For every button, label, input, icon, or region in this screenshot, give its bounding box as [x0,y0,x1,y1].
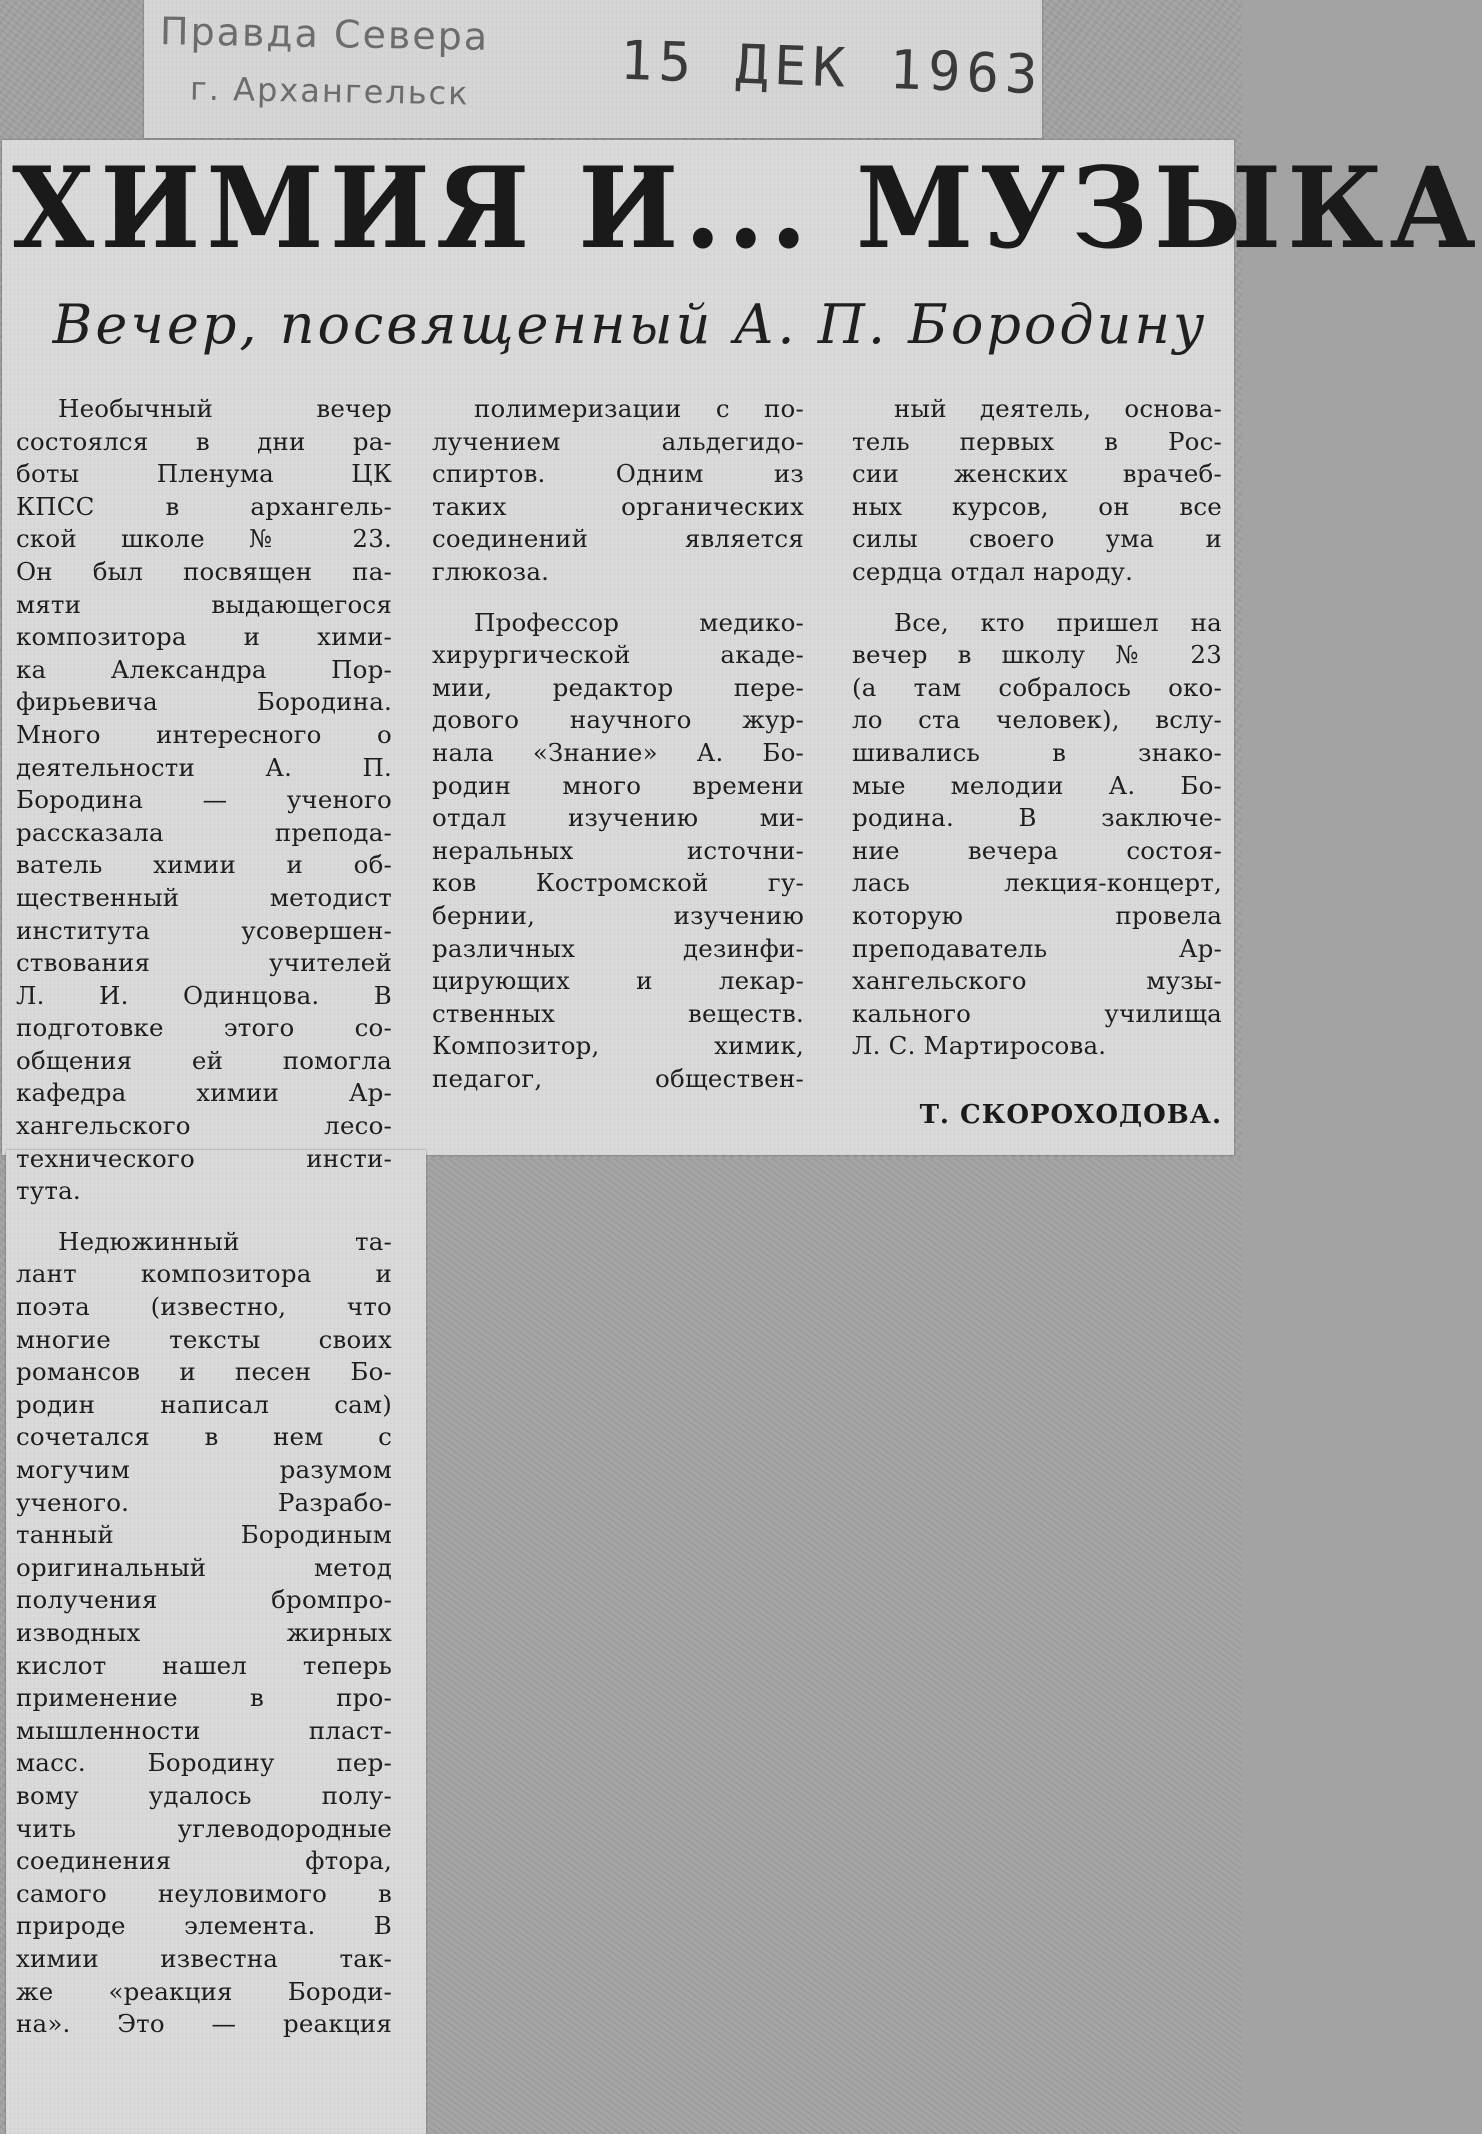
article-text-line: дового научного жур- [432,705,804,735]
article-text-line: Профессор медико- [474,607,804,637]
stamp-newspaper-name: Правда Севера [159,9,490,59]
article-text-line: ка Александра Пор- [16,654,392,684]
article-text-line: тель первых в Рос- [852,426,1222,456]
article-signature: Т. СКОРОХОДОВА. [919,1100,1222,1130]
article-text-line: ков Костромской гу- [432,868,804,898]
article-column-2 [432,393,804,1095]
paragraph-gap [852,589,1222,607]
article-text-line: института усовершен- [16,915,392,945]
article-text-line: полимеризации с по- [474,394,804,423]
article-text-line: состоялся в дни ра- [16,426,392,456]
article-column-3 [852,393,1222,1063]
article-text-line: кафедра химии Ар- [16,1078,392,1108]
article-headline: ХИМИЯ И... МУЗЫКА [12,141,1482,274]
article-text-line: многие тексты своих [16,1324,392,1354]
article-text-line: вому удалось полу- [16,1780,392,1810]
article-text-line: Бородина — ученого [16,785,392,815]
article-text-line: Много интересного о [16,719,392,749]
article-text-line: Все, кто пришел на [894,607,1222,637]
article-text-line: Л. И. Одинцова. В [16,980,392,1010]
article-text-line: лась лекция-концерт, [852,868,1222,898]
article-text-line: родин много времени [432,770,804,800]
article-text-line: подготовке этого со- [16,1013,392,1043]
article-text-line: композитора и хими- [16,622,392,652]
article-text-line: ствования учителей [16,948,392,978]
article-text-line: ученого. Разрабо- [16,1487,392,1517]
article-text-line: лант композитора и [16,1259,392,1289]
article-text-line: (а там собралось око- [852,672,1222,702]
article-text-line: ской школе № 23. [16,524,392,554]
article-text-line: кального училища [852,998,1222,1028]
article-text-line: таких органических [432,491,804,521]
article-text-line: ных курсов, он все [852,491,1222,521]
article-text-line: хангельского музы- [852,966,1222,996]
stamp-date: 15 ДЕК 1963 [619,28,1045,107]
article-text-line: цирующих и лекар- [432,966,804,996]
article-text-line: педагог, обществен- [432,1063,804,1093]
article-text-line: чить углеводородные [16,1813,392,1843]
article-text-line: масс. Бородину пер- [16,1748,392,1778]
article-text-line: Композитор, химик, [432,1031,804,1061]
article-text-line: оригинальный метод [16,1552,392,1582]
backing-board-gap [428,1158,1242,2134]
article-text-line: бернии, изучению [432,900,804,930]
article-text-line: рассказала препода- [16,817,392,847]
article-text-line: ло ста человек), вслу- [852,705,1222,735]
article-text-line: тута. [16,1176,81,1206]
article-text-line: соединения фтора, [16,1846,392,1876]
article-text-line: КПСС в архангель- [16,491,392,521]
article-text-line: боты Пленума ЦК [16,459,392,489]
article-text-line: различных дезинфи- [432,933,804,963]
article-text-line: ственных веществ. [432,998,804,1028]
article-text-line: родин написал сам) [16,1389,392,1419]
article-text-line: сердца отдал народу. [852,556,1134,586]
article-text-line: шивались в знако- [852,737,1222,767]
article-text-line: силы своего ума и [852,524,1222,554]
article-text-line: химии известна так- [16,1943,392,1973]
article-text-line: сочетался в нем с [16,1422,392,1452]
paragraph-gap [16,1208,392,1226]
article-text-line: хангельского лесо- [16,1111,392,1141]
article-text-line: Л. С. Мартиросова. [852,1031,1107,1061]
article-text-line: родина. В заключе- [852,803,1222,833]
article-text-line: которую провела [852,900,1222,930]
article-subheadline: Вечер, посвященный А. П. Бородину [52,293,1208,356]
article-text-line: же «реакция Бороди- [16,1976,392,2006]
article-text-line: фирьевича Бородина. [16,687,392,717]
article-text-line: изводных жирных [16,1617,392,1647]
article-text-line: технического инсти- [16,1143,392,1173]
article-text-line: нала «Знание» А. Бо- [432,737,804,767]
article-text-line: самого неуловимого в [16,1878,392,1908]
article-text-line: глюкоза. [432,556,550,586]
article-text-line: вечер в школу № 23 [852,640,1222,670]
article-text-line: преподаватель Ар- [852,933,1222,963]
article-text-line: спиртов. Одним из [432,459,804,489]
article-text-line: ние вечера состоя- [852,835,1222,865]
article-text-line: мии, редактор пере- [432,672,804,702]
paragraph-gap [432,589,804,607]
article-text-line: кислот нашел теперь [16,1650,392,1680]
article-column-1 [16,393,392,2041]
article-text-line: щественный методист [16,882,392,912]
article-text-line: деятельности А. П. [16,752,392,782]
article-text-line: получения бромпро- [16,1585,392,1615]
article-text-line: лучением альдегидо- [432,426,804,456]
article-text-line: танный Бородиным [16,1520,392,1550]
article-text-line: мые мелодии А. Бо- [852,770,1222,800]
article-text-line: общения ей помогла [16,1045,392,1075]
article-text-line: на». Это — реакция [16,2009,392,2039]
article-text-line: поэта (известно, что [16,1292,392,1322]
article-text-line: отдал изучению ми- [432,803,804,833]
article-text-line: Необычный вечер [58,394,392,423]
article-text-line: мышленности пласт- [16,1715,392,1745]
article-text-line: применение в про- [16,1683,392,1713]
article-text-line: ватель химии и об- [16,850,392,880]
article-text-line: мяти выдающегося [16,589,392,619]
article-text-line: романсов и песен Бо- [16,1357,392,1387]
stamp-city: г. Архангельск [189,69,470,113]
article-text-line: ный деятель, основа- [894,394,1222,423]
article-text-line: Недюжинный та- [58,1226,392,1256]
article-text-line: неральных источни- [432,835,804,865]
article-text-line: соединений является [432,524,804,554]
article-text-line: могучим разумом [16,1455,392,1484]
article-text-line: Он был посвящен па- [16,556,392,586]
article-text-line: хирургической акаде- [432,640,804,670]
article-text-line: природе элемента. В [16,1911,392,1941]
article-text-line: сии женских врачеб- [852,459,1222,489]
